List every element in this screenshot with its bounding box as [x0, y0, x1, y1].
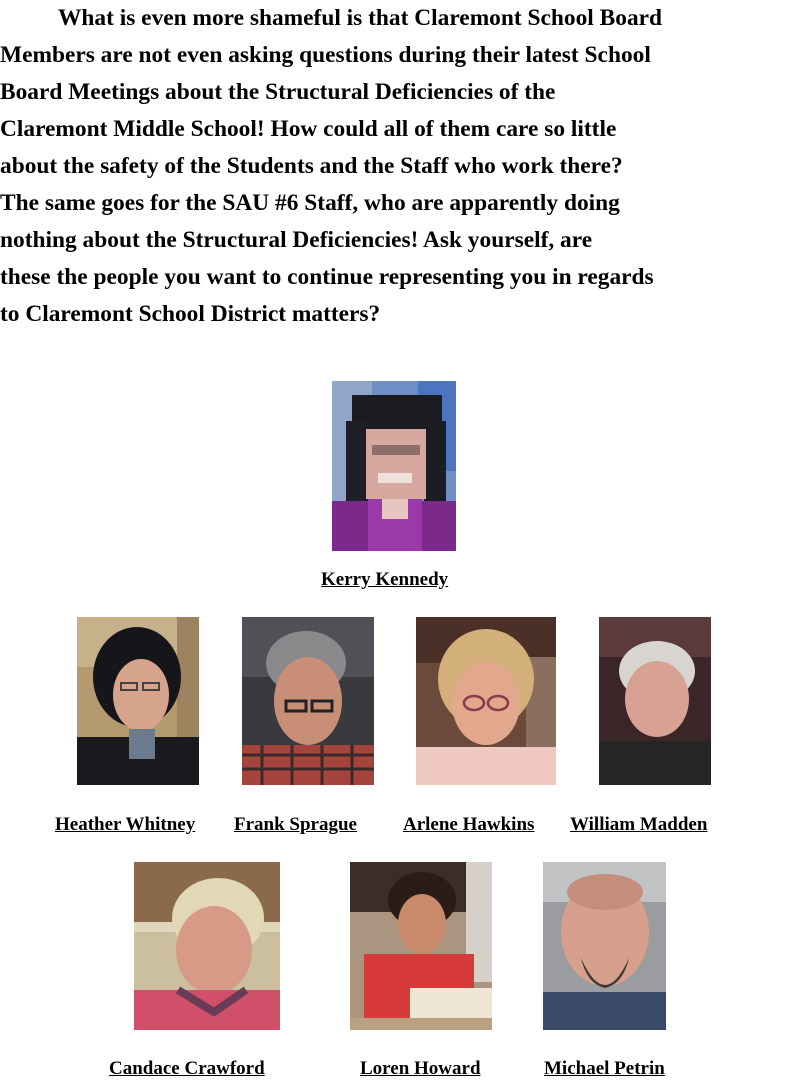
caption-loren-howard: Loren Howard: [360, 1058, 481, 1079]
paragraph-line: about the safety of the Students and the Staff who work there?: [0, 153, 623, 179]
paragraph-line: Claremont Middle School! How could all of them care so little: [0, 116, 617, 142]
article-paragraph: [0, 0, 786, 333]
paragraph-line: nothing about the Structural Deficiencies! Ask yourself, are: [0, 227, 593, 253]
paragraph-line: What is even more shameful is that Claremont School Board: [58, 5, 663, 31]
paragraph-line: Board Meetings about the Structural Deficiencies of the: [0, 79, 556, 105]
photo-arlene-hawkins: [416, 617, 556, 785]
caption-arlene-hawkins: Arlene Hawkins: [403, 814, 535, 835]
photo-michael-petrin: [543, 862, 666, 1030]
caption-heather-whitney: Heather Whitney: [55, 814, 196, 835]
photo-candace-crawford: [134, 862, 280, 1030]
photo-william-madden: [599, 617, 711, 785]
caption-michael-petrin: Michael Petrin: [544, 1058, 665, 1079]
photo-loren-howard: [350, 862, 492, 1030]
paragraph-line: to Claremont School District matters?: [0, 301, 381, 327]
paragraph-line: The same goes for the SAU #6 Staff, who are apparently doing: [0, 190, 620, 216]
caption-kerry-kennedy: Kerry Kennedy: [321, 569, 449, 590]
caption-frank-sprague: Frank Sprague: [234, 814, 357, 835]
paragraph-line: these the people you want to continue representing you in regards: [0, 264, 654, 290]
paragraph-line: Members are not even asking questions during their latest School: [0, 42, 651, 68]
caption-william-madden: William Madden: [570, 814, 708, 835]
photo-kerry-kennedy: [332, 381, 456, 551]
photo-frank-sprague: [242, 617, 374, 785]
photo-heather-whitney: [77, 617, 199, 785]
caption-candace-crawford: Candace Crawford: [109, 1058, 265, 1079]
